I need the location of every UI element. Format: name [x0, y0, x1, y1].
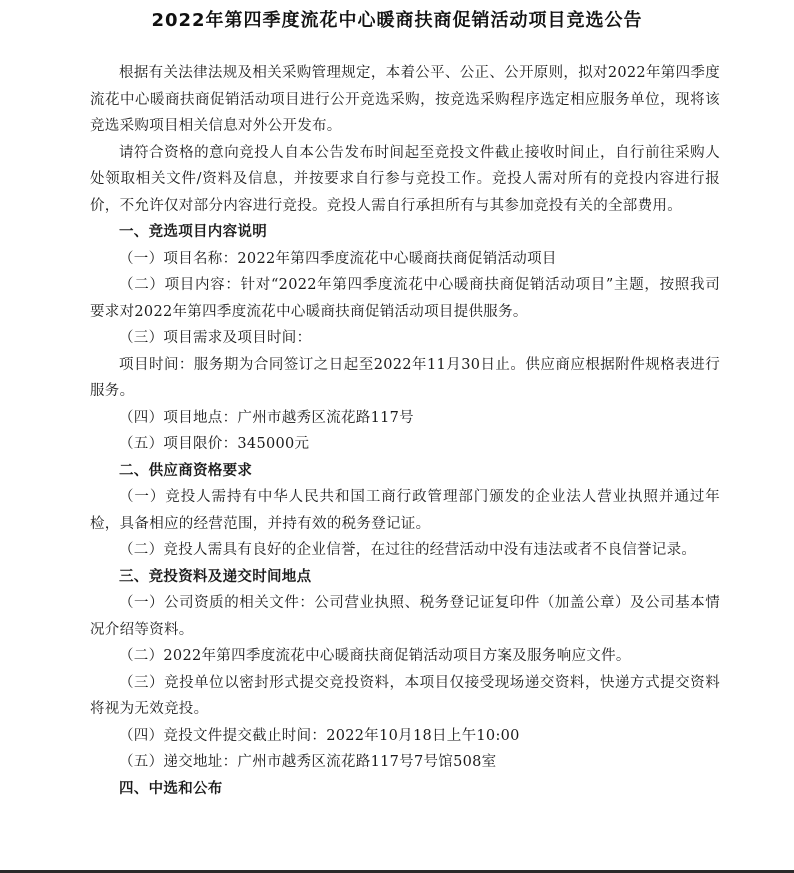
section-1-item-1: （一）项目名称：2022年第四季度流花中心暖商扶商促销活动项目 — [119, 250, 557, 267]
section-2-heading: 二、供应商资格要求 — [119, 462, 253, 479]
section-1-item-4: 项目时间：服务期为合同签订之日起至2022年11月30日止。供应商应根据附件规格表进行服务。 — [90, 356, 720, 399]
section-1-item-6: （五）项目限价：345000元 — [119, 436, 310, 452]
section-3-item-4: （四）竞投文件提交截止时间：2022年10月18日上午10:00 — [119, 727, 520, 744]
section-3-item-2: （二）2022年第四季度流花中心暖商扶商促销活动项目方案及服务响应文件。 — [119, 648, 631, 664]
section-1-item-2: （二）项目内容：针对“2022年第四季度流花中心暖商扶商促销活动项目”主题，按照我司要求对2022年第四季度流花中心暖商扶商促销活动项目提供服务。 — [90, 277, 720, 320]
section-2-item-1: （一）竞投人需持有中华人民共和国工商行政管理部门颁发的企业法人营业执照并通过年检，具备相应的经营范围，并持有效的税务登记证。 — [90, 489, 720, 532]
section-3-heading: 三、竞投资料及递交时间地点 — [119, 568, 312, 585]
section-1-item-5: （四）项目地点：广州市越秀区流花路117号 — [119, 409, 414, 426]
section-3-item-3: （三）竞投单位以密封形式提交竞投资料，本项目仅接受现场递交资料，快递方式提交资料将视为无效竞投。 — [90, 674, 720, 717]
document-title: 2022年第四季度流花中心暖商扶商促销活动项目竞选公告 — [151, 10, 643, 31]
section-2-item-2: （二）竞投人需具有良好的企业信誉，在过往的经营活动中没有违法或者不良信誉记录。 — [119, 542, 697, 558]
section-1-item-3: （三）项目需求及项目时间： — [119, 330, 312, 346]
intro-paragraph-1: 根据有关法律法规及相关采购管理规定，本着公平、公正、公开原则，拟对2022年第四季度流花中心暖商扶商促销活动项目进行公开竞选采购，按竞选采购程序选定相应服务单位，现将该竞选采购项目相关信息对外公开发布。 — [90, 65, 720, 134]
section-3-item-5: （五）递交地址：广州市越秀区流花路117号7号馆508室 — [119, 754, 497, 770]
section-3-item-1: （一）公司资质的相关文件：公司营业执照、税务登记证复印件（加盖公章）及公司基本情况介绍等资料。 — [90, 595, 720, 638]
section-4-heading: 四、中选和公布 — [119, 780, 223, 797]
intro-paragraph-2: 请符合资格的意向竞投人自本公告发布时间起至竞投文件截止接收时间止，自行前往采购人处领取相关文件/资料及信息，并按要求自行参与竞投工作。竞投人需对所有的竞投内容进行报价，不允许仅对部分内容进行竞投。竞投人需自行承担所有与其参加竞投有关的全部费用。 — [90, 144, 720, 214]
document-body — [90, 60, 720, 802]
section-1-heading: 一、竞选项目内容说明 — [119, 224, 267, 240]
